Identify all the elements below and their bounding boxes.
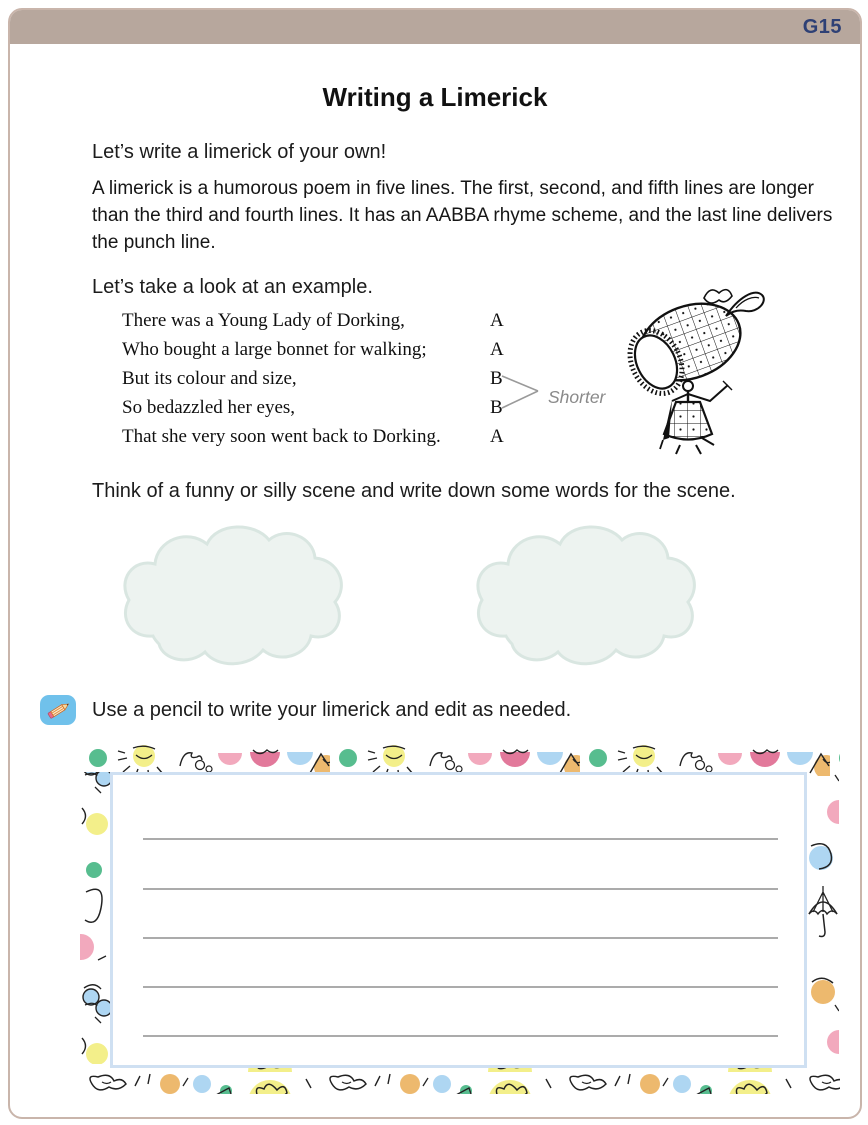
page-header-bar: [10, 10, 860, 44]
task-row: [40, 695, 571, 725]
limerick-line-text: So bedazzled her eyes,: [122, 397, 296, 418]
rhyme-letter: A: [490, 339, 504, 360]
bonnet-lady-illustration: [622, 280, 770, 466]
limerick-line-text: There was a Young Lady of Dorking,: [122, 310, 405, 331]
brainstorm-prompt: Think of a funny or silly scene and write down some words for the scene.: [92, 480, 736, 502]
idea-cloud-right[interactable]: [470, 516, 702, 684]
rhyme-letter: B: [490, 368, 503, 389]
rhyme-letter: A: [490, 426, 504, 447]
rhyme-letter: A: [490, 310, 504, 331]
idea-cloud-left[interactable]: [117, 516, 349, 684]
limerick-line: [122, 426, 682, 455]
shorter-annotation: Shorter: [548, 387, 606, 407]
page-title: Writing a Limerick: [322, 82, 548, 112]
worksheet-card: [8, 8, 862, 1119]
page-tag: G15: [802, 15, 842, 38]
writing-line[interactable]: [143, 1035, 778, 1037]
limerick-line-text: That she very soon went back to Dorking.: [122, 426, 441, 447]
shorter-bracket-icon: [500, 370, 542, 412]
example-limerick: [122, 310, 682, 455]
limerick-line: [122, 339, 682, 368]
limerick-line-text: But its colour and size,: [122, 368, 297, 389]
writing-line[interactable]: [143, 986, 778, 988]
intro-description: A limerick is a humorous poem in five lines. The first, second, and fifth lines are longer than the third and fourth lines. It has an AABBA rhyme scheme, and the last line delivers the punch line.: [92, 178, 833, 253]
writing-line[interactable]: [143, 888, 778, 890]
limerick-line-text: Who bought a large bonnet for walking;: [122, 339, 427, 360]
rhyme-letter: B: [490, 397, 503, 418]
task-instruction: Use a pencil to write your limerick and edit as needed.: [92, 698, 572, 721]
writing-line[interactable]: [143, 937, 778, 939]
limerick-writing-box[interactable]: [110, 772, 807, 1068]
writing-area: [80, 742, 840, 1094]
pencil-icon: [40, 695, 76, 725]
example-heading: Let’s take a look at an example.: [92, 276, 373, 298]
intro-lead: Let’s write a limerick of your own!: [92, 141, 387, 163]
limerick-line: [122, 310, 682, 339]
writing-line[interactable]: [143, 838, 778, 840]
